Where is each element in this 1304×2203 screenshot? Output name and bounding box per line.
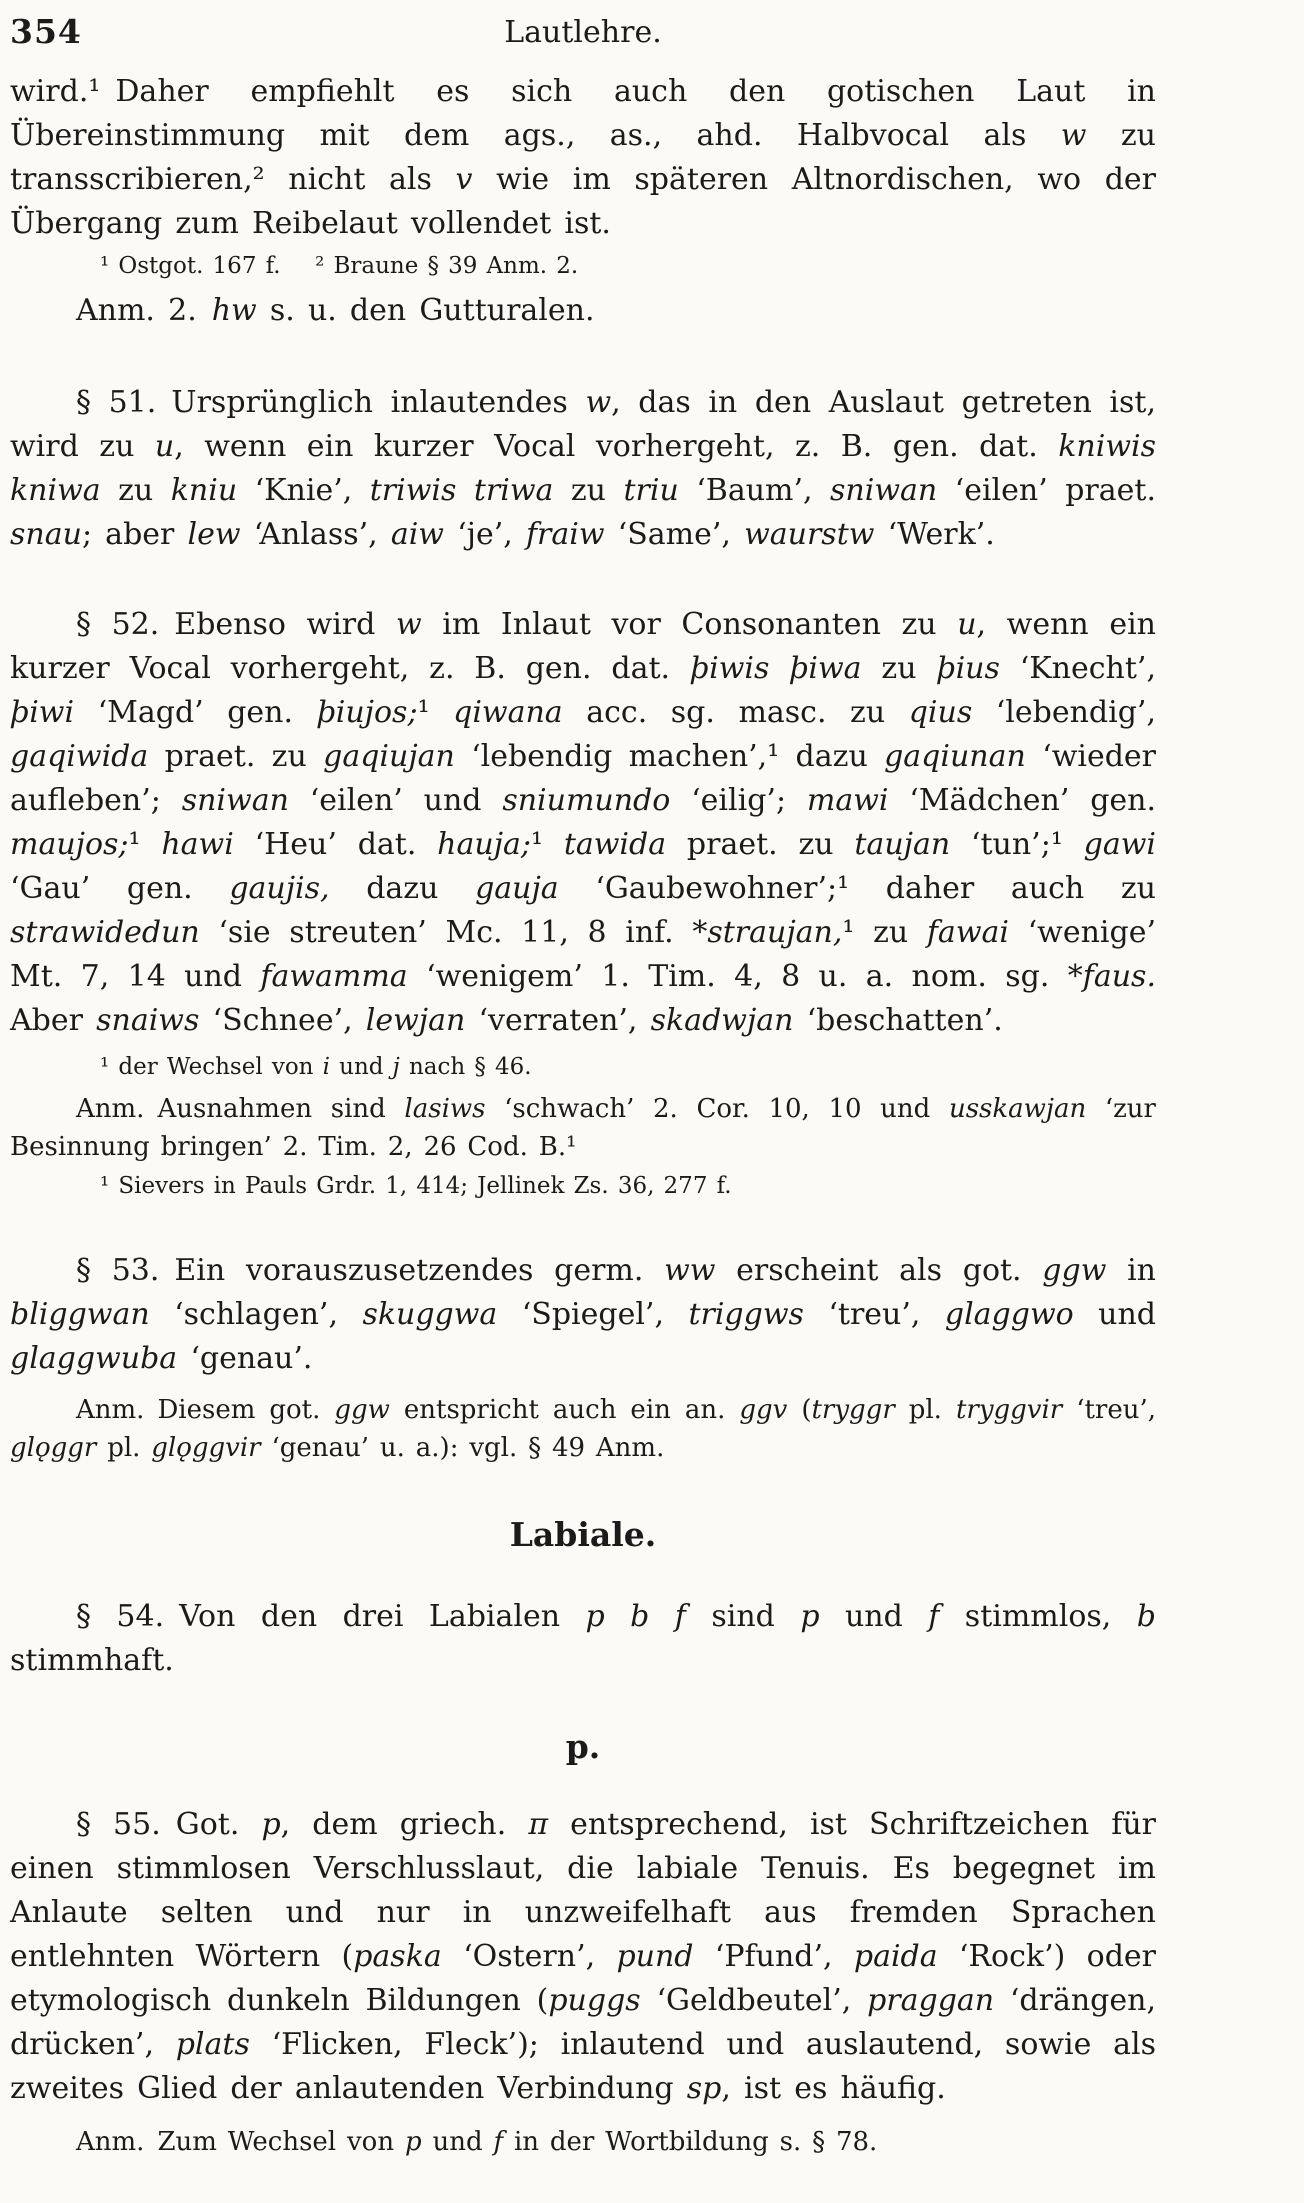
- section-52-paragraph: § 52. Ebenso wird w im Inlaut vor Consonanten zu u, wenn ein kurzer Vocal vorhergeht, z. B. gen. dat. þiwis þiwa zu þius ‘Knecht’, þiwi ‘Magd’ gen. þiujos;¹ qiwana acc. sg. masc. zu qius ‘lebendig’, gaqiwida praet. zu gaqiujan ‘lebendig machen’,¹ dazu gaqiunan ‘wieder aufleben’; sniwan ‘eilen’ und sniumundo ‘eilig’; mawi ‘Mädchen’ gen. maujos;¹ hawi ‘Heu’ dat. hauja;¹ tawida praet. zu taujan ‘tun’;¹ gawi ‘Gau’ gen. gaujis, dazu gauja ‘Gaubewohner’;¹ daher auch zu strawidedun ‘sie streuten’ Mc. 11, 8 inf. *straujan,¹ zu fawai ‘wenige’ Mt. 7, 14 und fawamma ‘wenigem’ 1. Tim. 4, 8 u. a. nom. sg. *faus. Aber snaiws ‘Schnee’, lewjan ‘verraten’, skadwjan ‘beschatten’.: [10, 607, 1157, 1038]
- page-number: 354: [10, 12, 82, 51]
- section-51-paragraph: § 51. Ursprünglich inlautendes w, das in den Auslaut getreten ist, wird zu u, wenn ein kurzer Vocal vorhergeht, z. B. gen. dat. kniwis kniwa zu kniu ‘Knie’, triwis triwa zu triu ‘Baum’, sniwan ‘eilen’ praet. snau; aber lew ‘Anlass’, aiw ‘je’, fraiw ‘Same’, waurstw ‘Werk’.: [10, 385, 1157, 552]
- remark-ausnahmen-lasiws: Anm. Ausnahmen sind lasiws ‘schwach’ 2. Cor. 10, 10 und usskawjan ‘zur Besinnung bringen’ 2. Tim. 2, 26 Cod. B.¹: [10, 1094, 1156, 1162]
- section-53-paragraph: § 53. Ein vorauszusetzendes germ. ww erscheint als got. ggw in bliggwan ‘schlagen’, skuggwa ‘Spiegel’, triggws ‘treu’, glaggwo und glaggwuba ‘genau’.: [10, 1253, 1156, 1376]
- heading-p: p.: [565, 1727, 601, 1766]
- paragraph-transcription-continuation: wird.¹ Daher empfiehlt es sich auch den gotischen Laut in Übereinstimmung mit dem ags., as., ahd. Halbvocal als w zu transscribieren,² nicht als v wie im späteren Altnordischen, wo der Übergang zum Reibelaut vollendet ist.: [10, 74, 1156, 241]
- section-54-paragraph: § 54. Von den drei Labialen p b f sind p und f stimmlos, b stimmhaft.: [10, 1599, 1156, 1678]
- remark-altnordisch-ggv: Anm. Diesem got. ggw entspricht auch ein an. ggv (tryggr pl. tryggvir ‘treu’, glǫggr pl. glǫggvir ‘genau’ u. a.): vgl. § 49 Anm.: [10, 1395, 1157, 1463]
- remark-wechsel-p-f: Anm. Zum Wechsel von p und f in der Wortbildung s. § 78.: [76, 2127, 878, 2157]
- running-title: Lautlehre.: [504, 15, 662, 50]
- remark-anm2-hw-gutturale: Anm. 2. hw s. u. den Gutturalen.: [76, 293, 595, 328]
- heading-labiale: Labiale.: [509, 1515, 657, 1554]
- footnote-wechsel-i-j: ¹ der Wechsel von i und j nach § 46.: [100, 1054, 532, 1080]
- page-header: [10, 12, 1156, 56]
- footnote-ostgot-braune: ¹ Ostgot. 167 f. ² Braune § 39 Anm. 2.: [100, 253, 579, 279]
- footnote-sievers-jellinek: ¹ Sievers in Pauls Grdr. 1, 414; Jellinek Zs. 36, 277 f.: [100, 1173, 732, 1199]
- section-55-paragraph: § 55. Got. p, dem griech. π entsprechend, ist Schriftzeichen für einen stimmlosen Verschlusslaut, die labiale Tenuis. Es begegnet im Anlaute selten und nur in unzweifelhaft aus fremden Sprachen entlehnten Wörtern (paska ‘Ostern’, pund ‘Pfund’, paida ‘Rock’) oder etymologisch dunkeln Bildungen (puggs ‘Geldbeutel’, praggan ‘drängen, drücken’, plats ‘Flicken, Fleck’); inlautend und auslautend, sowie als zweites Glied der anlautenden Verbindung sp, ist es häufig.: [10, 1807, 1156, 2106]
